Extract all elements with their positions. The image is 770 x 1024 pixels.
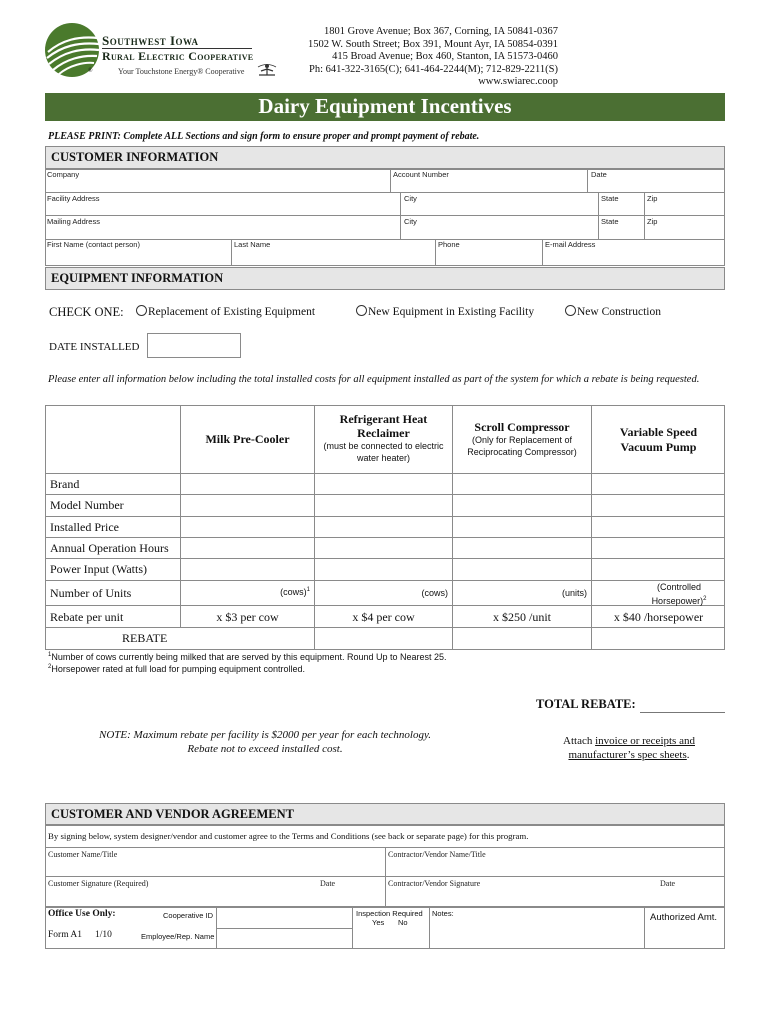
replacement-radio[interactable] [136,305,147,316]
facility-zip-label: Zip [647,194,658,203]
row-label-hours: Annual Operation Hours [50,541,169,555]
coop-id-field[interactable] [217,908,351,928]
agreement-heading [45,803,725,825]
row-label-rebate-per-unit: Rebate per unit [50,610,124,624]
phone-label: Phone [438,240,460,249]
address-block [288,26,558,89]
max-rebate-note [60,729,470,756]
org-name-line1: Southwest Iowa [102,33,199,48]
check-one-label: CHECK ONE: [49,305,124,319]
form-number: Form A1 [48,930,83,940]
units-cows-2 [314,588,448,598]
website-link[interactable]: www.swiarec.coop [478,76,558,87]
form-revision: 1/10 [95,930,112,940]
date-installed-field[interactable] [147,333,241,358]
row-label-rebate: REBATE [122,631,168,645]
footnote-text: Horsepower rated at full load for pumping equipment controlled. [51,664,305,674]
customer-date-label: Date [320,879,336,888]
row-label-brand: Brand [50,477,80,491]
option-new-construction[interactable] [565,305,661,318]
table-row-divider [45,516,725,517]
contractor-signature-label: Contractor/Vendor Signature [388,879,481,888]
equipment-note: Please enter all information below including the total installed costs for all equipment installed as part of the system for which a rebate is being requested. [48,374,700,385]
attach-note [540,734,718,762]
company-field[interactable] [45,169,391,193]
new-construction-label: New Construction [577,306,662,318]
notes-label: Notes: [432,909,454,918]
instruction-text: PLEASE PRINT: Complete ALL Sections and sign form to ensure proper and prompt payment of rebate. [48,131,480,142]
first-name-label: First Name (contact person) [47,240,140,249]
col-title: Scroll Compressor [474,420,570,434]
row-label-units: Number of Units [50,586,132,600]
employee-label: Employee/Rep. Name [141,932,215,941]
phone-line: Ph: 641-322-3165(C); 641-464-2244(M); 712-829-2211(S) [309,63,558,75]
customer-name-label: Customer Name/Title [48,850,118,859]
option-replacement[interactable] [136,305,315,318]
mailing-zip-label: Zip [647,217,658,226]
touchstone-icon [256,63,278,77]
col-subtitle: (must be connected to electric water heater) [323,441,444,463]
last-name-label: Last Name [234,240,271,249]
account-number-label: Account Number [393,170,449,179]
replacement-label: Replacement of Existing Equipment [148,306,316,318]
notes-field[interactable] [430,908,643,948]
facility-city-label: City [404,194,417,203]
tagline: Your Touchstone Energy® Cooperative [118,67,245,76]
table-row-divider [45,627,725,628]
table-row-divider [45,580,725,581]
table-row-divider [45,473,725,474]
unit-text: (Controlled Horsepower) [651,582,704,606]
col-title: Refrigerant Heat Reclaimer [339,412,428,440]
col-subtitle: (Only for Replacement of Reciprocating Compressor) [467,435,577,457]
facility-state-label: State [601,194,619,203]
table-row-divider [45,494,725,495]
address-line: 1502 W. South Street; Box 391, Mount Ayr, IA 50854-0391 [307,38,558,50]
customer-info-heading [45,146,725,169]
org-name-line2: Rural Electric Cooperative [102,49,254,63]
footnote-marker: 2 [48,664,52,670]
mailing-city-field[interactable] [401,215,598,239]
unit-text: (units) [561,588,587,598]
table-row-divider [45,605,725,606]
col-header-heat-reclaimer [315,412,452,464]
total-rebate-line[interactable] [640,712,725,713]
coop-id-label: Cooperative ID [163,911,214,920]
contractor-name-label: Contractor/Vendor Name/Title [388,850,486,859]
contractor-date-label: Date [660,879,676,888]
total-rebate-label: TOTAL REBATE: [536,697,636,711]
unit-text: (cows) [421,588,448,598]
attach-text-underlined: manufacturer’s spec sheets [568,749,687,761]
unit-text: (cows) [280,587,307,597]
agreement-heading-text: CUSTOMER AND VENDOR AGREEMENT [51,807,294,821]
equipment-info-heading-text: EQUIPMENT INFORMATION [51,271,224,285]
rate-heat-reclaimer: x $4 per cow [352,610,415,624]
col-header-scroll-compressor [453,420,591,458]
facility-address-label: Facility Address [47,194,100,203]
office-use-label: Office Use Only: [48,909,116,919]
page-title: Dairy Equipment Incentives [258,94,512,118]
attach-text: Attach [563,735,596,747]
company-label: Company [47,170,80,179]
note-line: NOTE: Maximum rebate per facility is $2000 per year for each technology. [99,729,431,741]
address-line: 415 Broad Avenue; Box 460, Stanton, IA 51573-0460 [332,51,558,62]
units-cows-1 [180,587,310,597]
attach-text: . [686,749,690,761]
footnote-ref: 1 [306,587,310,593]
inspection-no[interactable]: No [398,918,408,927]
rate-scroll-compressor: x $250 /unit [492,610,551,624]
footnote-marker: 1 [48,652,52,658]
col-title: Variable Speed Vacuum Pump [619,425,698,454]
new-equipment-label: New Equipment in Existing Facility [368,306,535,318]
footnote-2 [48,664,305,674]
customer-info-heading-text: CUSTOMER INFORMATION [51,150,219,164]
authorized-amount-field[interactable] [645,926,724,948]
date-installed-label: DATE INSTALLED [49,341,140,353]
inspection-label: Inspection Required [356,909,423,918]
col-title: Milk Pre-Cooler [205,432,290,446]
address-line: 1801 Grove Avenue; Box 367, Corning, IA 50841-0367 [324,26,558,37]
inspection-yes[interactable]: Yes [372,918,385,927]
row-label-power: Power Input (Watts) [50,562,148,576]
date-label: Date [591,170,607,179]
registered-mark: ® [88,68,93,74]
facility-city-field[interactable] [401,192,598,216]
equipment-info-heading [45,267,725,290]
units-horsepower [640,581,718,607]
customer-signature-label: Customer Signature (Required) [48,879,149,888]
office-col-divider [352,907,353,949]
col-header-milk-pre-cooler [181,432,314,447]
row-label-price: Installed Price [50,520,119,534]
new-construction-radio[interactable] [565,305,576,316]
new-equipment-radio[interactable] [356,305,367,316]
rate-vacuum-pump: x $40 /horsepower [613,610,704,624]
table-row-divider [45,558,725,559]
employee-field[interactable] [217,929,351,948]
agreement-statement: By signing below, system designer/vendor and customer agree to the Terms and Conditions (see back or separate page) for this program. [48,831,529,841]
mailing-state-label: State [601,217,619,226]
rate-pre-cooler: x $3 per cow [216,610,279,624]
footnote-text: Number of cows currently being milked that are served by this equipment. Round Up to Nearest 25. [51,652,447,662]
mailing-address-label: Mailing Address [47,217,100,226]
row-label-model: Model Number [50,498,124,512]
mailing-city-label: City [404,217,417,226]
footnote-1 [48,652,447,662]
email-label: E-mail Address [545,240,596,249]
option-new-equipment[interactable] [356,305,534,318]
attach-text-underlined: invoice or receipts and [595,735,695,747]
footnote-ref: 2 [703,596,707,602]
date-field[interactable] [588,169,725,193]
col-header-vacuum-pump [592,425,725,455]
units-units [452,588,587,598]
note-line: Rebate not to exceed installed cost. [187,742,343,755]
authorized-amount-label: Authorized Amt. [650,912,718,923]
table-row-divider [45,537,725,538]
